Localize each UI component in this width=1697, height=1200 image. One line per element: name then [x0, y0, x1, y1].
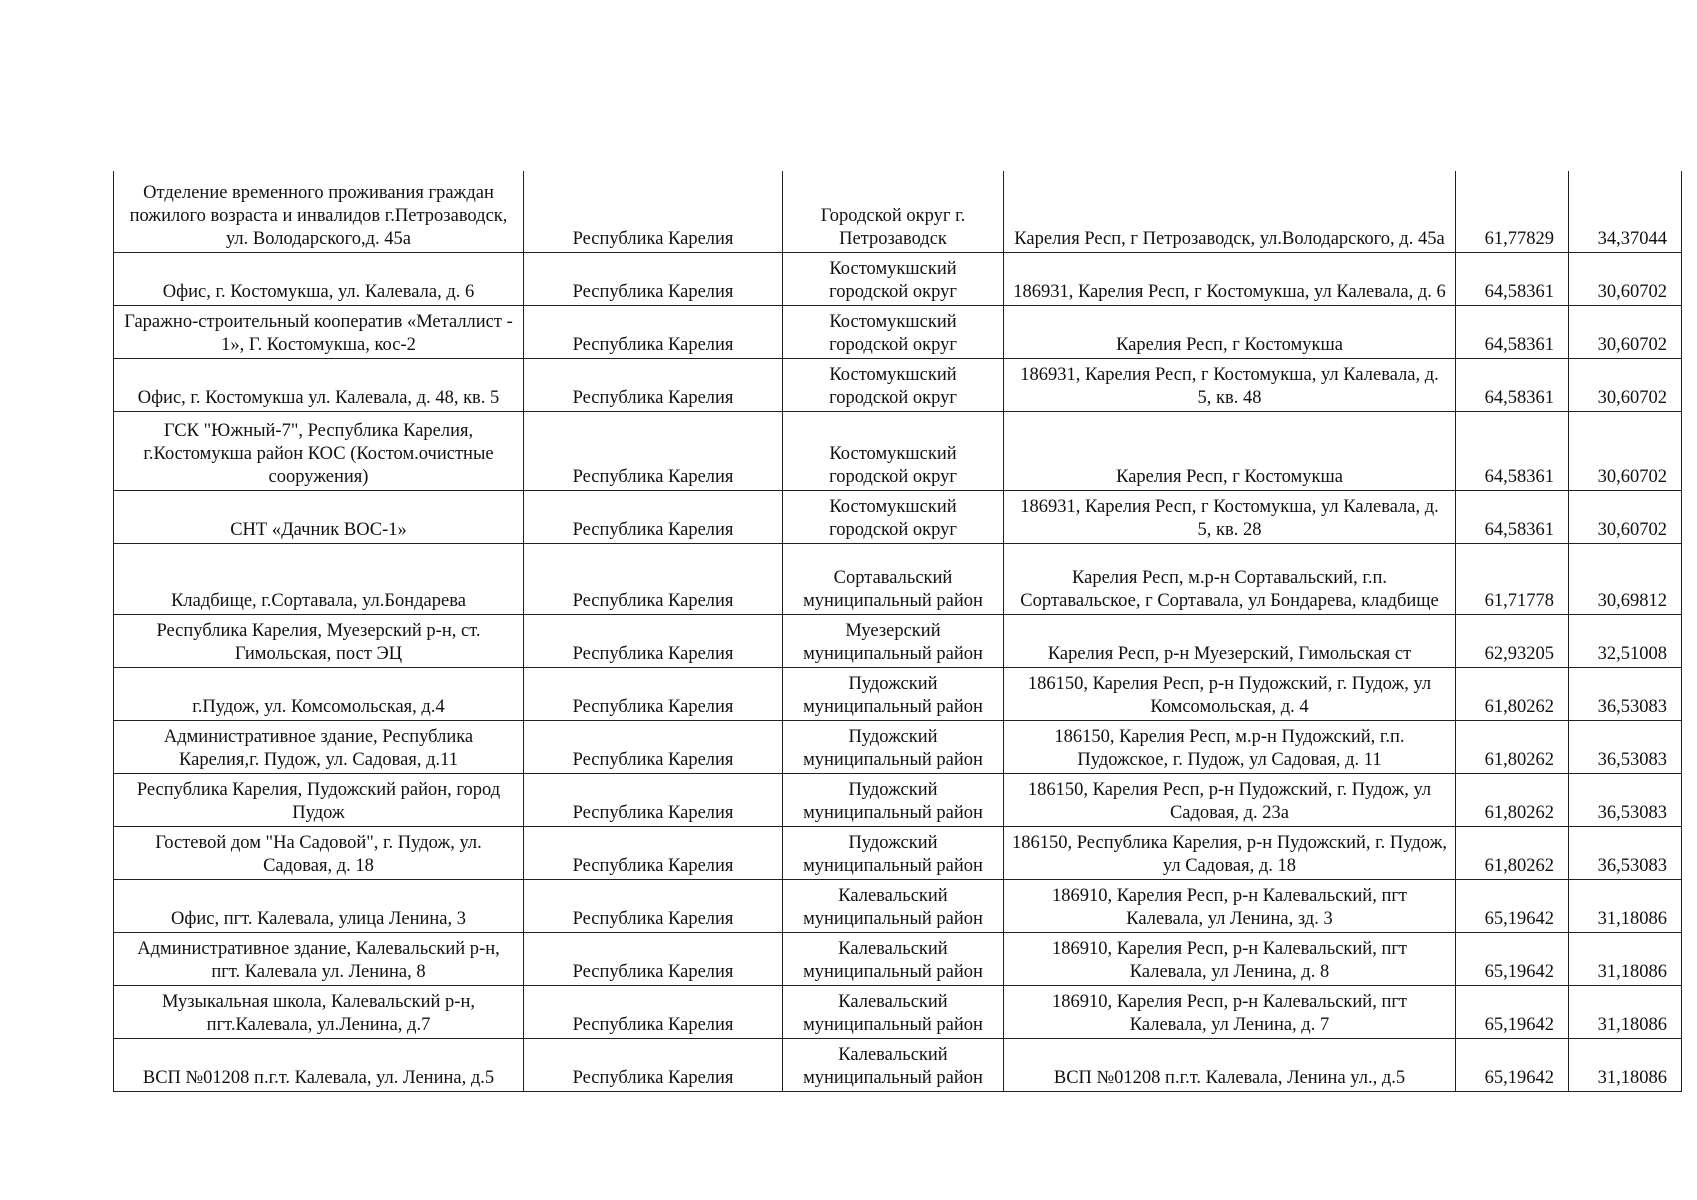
latitude-cell: 65,19642 [1456, 1038, 1569, 1091]
region-cell: Республика Карелия [524, 411, 783, 490]
region-cell: Республика Карелия [524, 826, 783, 879]
latitude-cell: 61,80262 [1456, 773, 1569, 826]
location-name-cell: г.Пудож, ул. Комсомольская, д.4 [114, 667, 524, 720]
district-cell: Пудожский муниципальный район [783, 773, 1004, 826]
location-name-cell: Административное здание, Республика Карелия,г. Пудож, ул. Садовая, д.11 [114, 720, 524, 773]
address-cell: 186150, Республика Карелия, р-н Пудожский, г. Пудож, ул Садовая, д. 18 [1004, 826, 1456, 879]
table-row [114, 490, 1682, 543]
district-cell: Калевальский муниципальный район [783, 932, 1004, 985]
district-cell: Костомукшский городской округ [783, 305, 1004, 358]
region-cell: Республика Карелия [524, 358, 783, 411]
table-row [114, 826, 1682, 879]
latitude-cell: 61,71778 [1456, 543, 1569, 614]
longitude-cell: 36,53083 [1569, 667, 1682, 720]
locations-table-body [114, 171, 1682, 1091]
district-cell: Костомукшский городской округ [783, 411, 1004, 490]
region-cell: Республика Карелия [524, 614, 783, 667]
table-row [114, 879, 1682, 932]
district-cell: Костомукшский городской округ [783, 490, 1004, 543]
region-cell: Республика Карелия [524, 985, 783, 1038]
location-name-cell: Гостевой дом "На Садовой", г. Пудож, ул. Садовая, д. 18 [114, 826, 524, 879]
address-cell: Карелия Респ, р-н Муезерский, Гимольская ст [1004, 614, 1456, 667]
location-name-cell: Офис, г. Костомукша ул. Калевала, д. 48, кв. 5 [114, 358, 524, 411]
address-cell: Карелия Респ, г Петрозаводск, ул.Володарского, д. 45а [1004, 171, 1456, 252]
region-cell: Республика Карелия [524, 490, 783, 543]
longitude-cell: 36,53083 [1569, 773, 1682, 826]
latitude-cell: 65,19642 [1456, 879, 1569, 932]
longitude-cell: 32,51008 [1569, 614, 1682, 667]
location-name-cell: Офис, пгт. Калевала, улица Ленина, 3 [114, 879, 524, 932]
latitude-cell: 65,19642 [1456, 932, 1569, 985]
region-cell: Республика Карелия [524, 1038, 783, 1091]
region-cell: Республика Карелия [524, 305, 783, 358]
address-cell: 186931, Карелия Респ, г Костомукша, ул Калевала, д. 5, кв. 28 [1004, 490, 1456, 543]
latitude-cell: 64,58361 [1456, 305, 1569, 358]
latitude-cell: 64,58361 [1456, 490, 1569, 543]
region-cell: Республика Карелия [524, 252, 783, 305]
latitude-cell: 64,58361 [1456, 252, 1569, 305]
table-row [114, 305, 1682, 358]
region-cell: Республика Карелия [524, 667, 783, 720]
latitude-cell: 62,93205 [1456, 614, 1569, 667]
address-cell: 186931, Карелия Респ, г Костомукша, ул Калевала, д. 6 [1004, 252, 1456, 305]
table-row [114, 667, 1682, 720]
region-cell: Республика Карелия [524, 932, 783, 985]
latitude-cell: 65,19642 [1456, 985, 1569, 1038]
latitude-cell: 61,80262 [1456, 826, 1569, 879]
address-cell: ВСП №01208 п.г.т. Калевала, Ленина ул., д.5 [1004, 1038, 1456, 1091]
location-name-cell: ГСК "Южный-7", Республика Карелия, г.Костомукша район КОС (Костом.очистные сооружения) [114, 411, 524, 490]
district-cell: Костомукшский городской округ [783, 252, 1004, 305]
address-cell: Карелия Респ, г Костомукша [1004, 411, 1456, 490]
location-name-cell: Отделение временного проживания граждан пожилого возраста и инвалидов г.Петрозаводск, ул. Володарского,д. 45а [114, 171, 524, 252]
longitude-cell: 30,60702 [1569, 411, 1682, 490]
table-row [114, 614, 1682, 667]
address-cell: 186150, Карелия Респ, р-н Пудожский, г. Пудож, ул Садовая, д. 23а [1004, 773, 1456, 826]
district-cell: Сортавальский муниципальный район [783, 543, 1004, 614]
table-row [114, 543, 1682, 614]
address-cell: 186910, Карелия Респ, р-н Калевальский, пгт Калевала, ул Ленина, зд. 3 [1004, 879, 1456, 932]
table-row [114, 932, 1682, 985]
region-cell: Республика Карелия [524, 879, 783, 932]
location-name-cell: Республика Карелия, Муезерский р-н, ст. Гимольская, пост ЭЦ [114, 614, 524, 667]
table-row [114, 720, 1682, 773]
address-cell: 186150, Карелия Респ, м.р-н Пудожский, г.п. Пудожское, г. Пудож, ул Садовая, д. 11 [1004, 720, 1456, 773]
location-name-cell: Офис, г. Костомукша, ул. Калевала, д. 6 [114, 252, 524, 305]
longitude-cell: 31,18086 [1569, 932, 1682, 985]
table-row [114, 773, 1682, 826]
table-row [114, 985, 1682, 1038]
longitude-cell: 34,37044 [1569, 171, 1682, 252]
latitude-cell: 64,58361 [1456, 411, 1569, 490]
district-cell: Пудожский муниципальный район [783, 667, 1004, 720]
latitude-cell: 64,58361 [1456, 358, 1569, 411]
district-cell: Калевальский муниципальный район [783, 985, 1004, 1038]
district-cell: Костомукшский городской округ [783, 358, 1004, 411]
table-row [114, 1038, 1682, 1091]
longitude-cell: 36,53083 [1569, 826, 1682, 879]
district-cell: Городской округ г. Петрозаводск [783, 171, 1004, 252]
region-cell: Республика Карелия [524, 171, 783, 252]
location-name-cell: ВСП №01208 п.г.т. Калевала, ул. Ленина, д.5 [114, 1038, 524, 1091]
address-cell: 186931, Карелия Респ, г Костомукша, ул Калевала, д. 5, кв. 48 [1004, 358, 1456, 411]
table-row [114, 411, 1682, 490]
longitude-cell: 30,69812 [1569, 543, 1682, 614]
location-name-cell: Республика Карелия, Пудожский район, город Пудож [114, 773, 524, 826]
locations-table [113, 171, 1682, 1092]
address-cell: Карелия Респ, м.р-н Сортавальский, г.п. Сортавальское, г Сортавала, ул Бондарева, кладбище [1004, 543, 1456, 614]
longitude-cell: 30,60702 [1569, 490, 1682, 543]
district-cell: Муезерский муниципальный район [783, 614, 1004, 667]
latitude-cell: 61,80262 [1456, 720, 1569, 773]
longitude-cell: 30,60702 [1569, 252, 1682, 305]
latitude-cell: 61,80262 [1456, 667, 1569, 720]
location-name-cell: Кладбище, г.Сортавала, ул.Бондарева [114, 543, 524, 614]
district-cell: Пудожский муниципальный район [783, 720, 1004, 773]
district-cell: Калевальский муниципальный район [783, 1038, 1004, 1091]
longitude-cell: 30,60702 [1569, 358, 1682, 411]
address-cell: 186150, Карелия Респ, р-н Пудожский, г. Пудож, ул Комсомольская, д. 4 [1004, 667, 1456, 720]
longitude-cell: 36,53083 [1569, 720, 1682, 773]
region-cell: Республика Карелия [524, 720, 783, 773]
region-cell: Республика Карелия [524, 773, 783, 826]
location-name-cell: СНТ «Дачник ВОС-1» [114, 490, 524, 543]
table-row [114, 252, 1682, 305]
district-cell: Калевальский муниципальный район [783, 879, 1004, 932]
location-name-cell: Административное здание, Калевальский р-н, пгт. Калевала ул. Ленина, 8 [114, 932, 524, 985]
latitude-cell: 61,77829 [1456, 171, 1569, 252]
location-name-cell: Гаражно-строительный кооператив «Металлист - 1», Г. Костомукша, кос-2 [114, 305, 524, 358]
longitude-cell: 31,18086 [1569, 985, 1682, 1038]
location-name-cell: Музыкальная школа, Калевальский р-н, пгт.Калевала, ул.Ленина, д.7 [114, 985, 524, 1038]
table-row [114, 358, 1682, 411]
longitude-cell: 30,60702 [1569, 305, 1682, 358]
longitude-cell: 31,18086 [1569, 1038, 1682, 1091]
address-cell: 186910, Карелия Респ, р-н Калевальский, пгт Калевала, ул Ленина, д. 7 [1004, 985, 1456, 1038]
district-cell: Пудожский муниципальный район [783, 826, 1004, 879]
longitude-cell: 31,18086 [1569, 879, 1682, 932]
region-cell: Республика Карелия [524, 543, 783, 614]
address-cell: 186910, Карелия Респ, р-н Калевальский, пгт Калевала, ул Ленина, д. 8 [1004, 932, 1456, 985]
table-row [114, 171, 1682, 252]
address-cell: Карелия Респ, г Костомукша [1004, 305, 1456, 358]
